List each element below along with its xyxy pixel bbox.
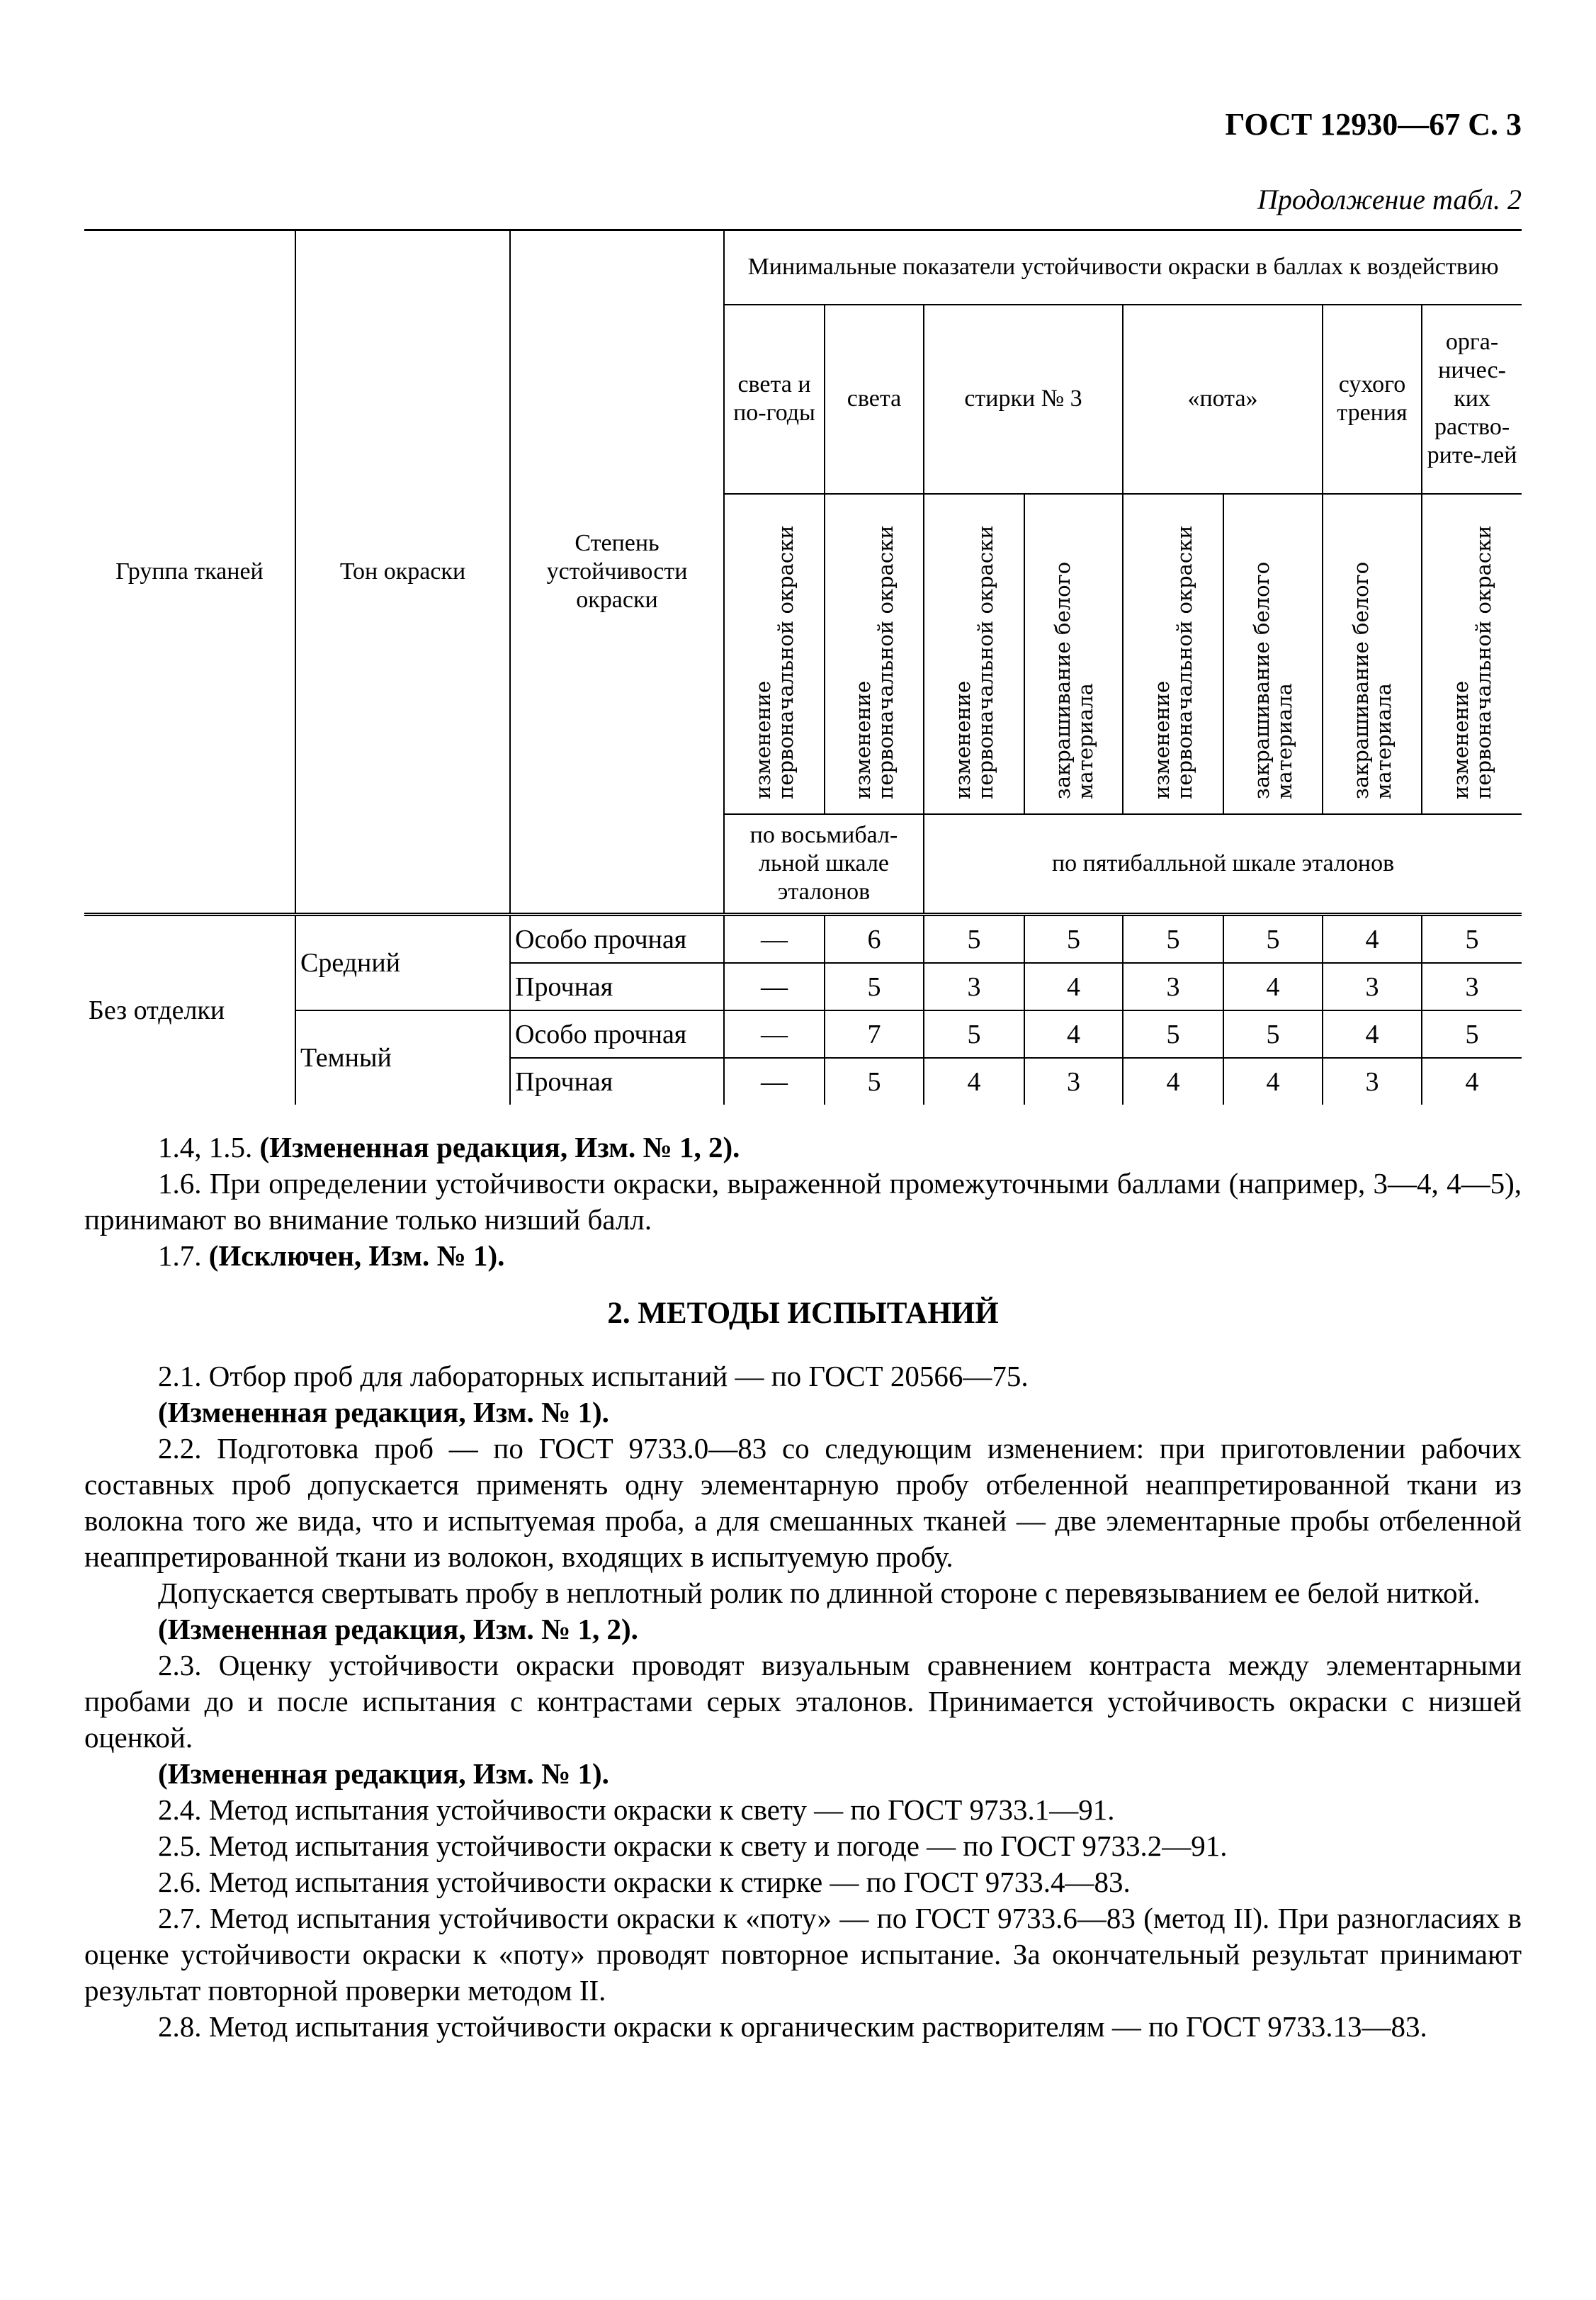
section-heading: 2. МЕТОДЫ ИСПЫТАНИЙ [607, 1297, 999, 1330]
paragraph-1-6: 1.6. При определении устойчивости окраски, выраженной промежуточными баллами (например, 3—4, 4—5), принимают во внимание только низший балл. [84, 1167, 1522, 1236]
value-cell: 3 [1422, 963, 1522, 1010]
header-main: Минимальные показатели устойчивости окраски в баллах к воздействию [724, 230, 1522, 305]
value-cell: — [724, 915, 825, 964]
group-solvents: орга-ничес-ких раство-рите-лей [1422, 305, 1522, 494]
paragraph-2-1: 2.1. Отбор проб для лабораторных испытаний — по ГОСТ 20566—75. [158, 1360, 1029, 1392]
table-continuation-label: Продолжение табл. 2 [1257, 184, 1522, 215]
header-fabric-group: Группа тканей [84, 230, 295, 915]
table-row [84, 1010, 1522, 1058]
paragraph-2-7: 2.7. Метод испытания устойчивости окраски к «поту» — по ГОСТ 9733.6—83 (метод II). При разногласиях в оценке устойчивости окраски к «поту» проводят повторное испытание. За окончательный результат принимают результат повторной проверки методом II. [84, 1902, 1522, 2007]
fastness-table [84, 229, 1522, 1105]
group-sweat: «пота» [1123, 305, 1323, 494]
table-row [84, 915, 1522, 964]
tone-cell: Средний [295, 915, 510, 1011]
scale-8: по восьмибал-льной шкале эталонов [724, 814, 924, 915]
group-washing: стирки № 3 [924, 305, 1123, 494]
value-cell: — [724, 1058, 825, 1105]
header-tone: Тон окраски [295, 230, 510, 915]
sub-header: изменение первоначальной окраски [924, 494, 1024, 814]
fabric-group-cell: Без отделки [84, 915, 295, 1105]
value-cell: 3 [1024, 1058, 1123, 1105]
sub-header: закрашивание белого материала [1024, 494, 1123, 814]
value-cell: 7 [825, 1010, 924, 1058]
degree-cell: Прочная [510, 1058, 724, 1105]
paragraph-1-7: 1.7. (Исключен, Изм. № 1). [158, 1239, 505, 1272]
group-dry-rubbing: сухого трения [1323, 305, 1422, 494]
value-cell: 4 [1223, 1058, 1323, 1105]
degree-cell: Прочная [510, 963, 724, 1010]
value-cell: 5 [1123, 915, 1223, 964]
amendment-note: (Измененная редакция, Изм. № 1). [158, 1396, 609, 1428]
paragraph-2-6: 2.6. Метод испытания устойчивости окраски к стирке — по ГОСТ 9733.4—83. [158, 1866, 1131, 1898]
paragraph-2-2: 2.2. Подготовка проб — по ГОСТ 9733.0—83 со следующим изменением: при приготовлении рабочих составных проб допускается применять одну элементарную пробу отбеленной неаппретированной ткани из волокна того же вида, что и испытуемая проба, а для смешанных тканей — две элементарные пробы отбеленной неаппретированной ткани из волокон, входящих в испытуемую пробу. [84, 1432, 1522, 1573]
value-cell: 3 [1123, 963, 1223, 1010]
value-cell: 5 [1024, 915, 1123, 964]
value-cell: 4 [1323, 915, 1422, 964]
value-cell: 5 [1123, 1010, 1223, 1058]
value-cell: 3 [1323, 963, 1422, 1010]
value-cell: 5 [924, 915, 1024, 964]
tone-cell: Темный [295, 1010, 510, 1105]
value-cell: — [724, 963, 825, 1010]
group-light-weather: света и по-годы [724, 305, 825, 494]
value-cell: 4 [924, 1058, 1024, 1105]
value-cell: 4 [1223, 963, 1323, 1010]
value-cell: 3 [924, 963, 1024, 1010]
paragraph-2-8: 2.8. Метод испытания устойчивости окраски к органическим растворителям — по ГОСТ 9733.13—83. [158, 2010, 1427, 2043]
paragraph-2-3: 2.3. Оценку устойчивости окраски проводят визуальным сравнением контраста между элементарными пробами до и после испытания с контрастами серых эталонов. Принимается устойчивость окраски с низшей оценкой. [84, 1649, 1522, 1754]
value-cell: 5 [1422, 1010, 1522, 1058]
degree-cell: Особо прочная [510, 915, 724, 964]
header-degree: Степень устойчивости окраски [510, 230, 724, 915]
value-cell: 4 [1024, 1010, 1123, 1058]
paragraph-2-5: 2.5. Метод испытания устойчивости окраски к свету и погоде — по ГОСТ 9733.2—91. [158, 1830, 1228, 1862]
sub-header: закрашивание белого материала [1223, 494, 1323, 814]
sub-header: изменение первоначальной окраски [724, 494, 825, 814]
sub-header: изменение первоначальной окраски [1422, 494, 1522, 814]
group-light: света [825, 305, 924, 494]
value-cell: 5 [1223, 1010, 1323, 1058]
sub-header: изменение первоначальной окраски [825, 494, 924, 814]
value-cell: 4 [1323, 1010, 1422, 1058]
value-cell: 3 [1323, 1058, 1422, 1105]
sub-header: изменение первоначальной окраски [1123, 494, 1223, 814]
amendment-note: (Измененная редакция, Изм. № 1, 2). [158, 1613, 638, 1645]
amendment-note: (Измененная редакция, Изм. № 1). [158, 1757, 609, 1790]
paragraph-1-4: 1.4, 1.5. (Измененная редакция, Изм. № 1, 2). [158, 1131, 740, 1163]
page-header: ГОСТ 12930—67 С. 3 [1225, 107, 1522, 142]
value-cell: 5 [825, 1058, 924, 1105]
paragraph-2-4: 2.4. Метод испытания устойчивости окраски к свету — по ГОСТ 9733.1—91. [158, 1793, 1115, 1826]
value-cell: 5 [924, 1010, 1024, 1058]
scale-5: по пятибалльной шкале эталонов [924, 814, 1522, 915]
value-cell: — [724, 1010, 825, 1058]
body-text [84, 1129, 1522, 2045]
value-cell: 5 [1422, 915, 1522, 964]
value-cell: 5 [1223, 915, 1323, 964]
value-cell: 6 [825, 915, 924, 964]
sub-header: закрашивание белого материала [1323, 494, 1422, 814]
value-cell: 4 [1123, 1058, 1223, 1105]
paragraph-2-2-note: Допускается свертывать пробу в неплотный ролик по длинной стороне с перевязыванием ее белой ниткой. [158, 1577, 1481, 1609]
value-cell: 4 [1024, 963, 1123, 1010]
value-cell: 4 [1422, 1058, 1522, 1105]
value-cell: 5 [825, 963, 924, 1010]
degree-cell: Особо прочная [510, 1010, 724, 1058]
